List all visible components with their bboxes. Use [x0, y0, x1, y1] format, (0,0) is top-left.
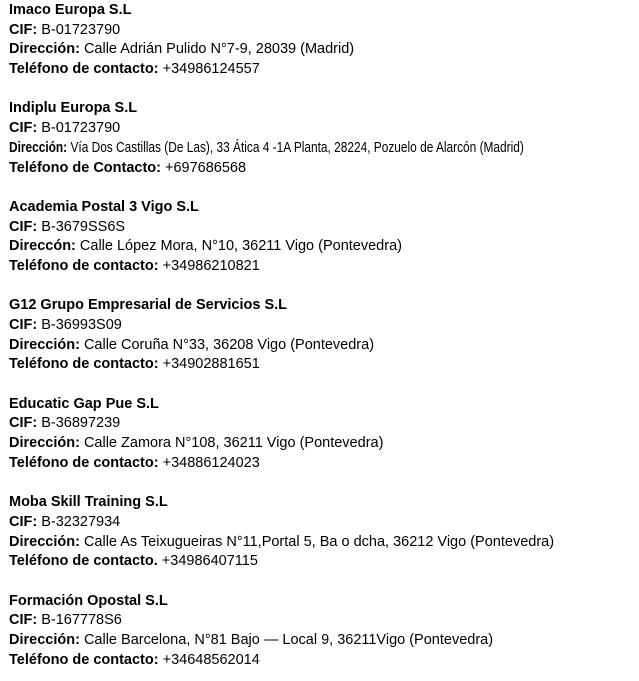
company-name: Formación Opostal S.L — [9, 592, 168, 609]
cif-line — [9, 119, 634, 139]
phone-label: Teléfono de contacto: — [9, 651, 159, 668]
spacer — [9, 375, 634, 395]
cif-label: CIF: — [9, 415, 38, 432]
phone-label: Teléfono de contacto. — [9, 553, 158, 570]
spacer — [9, 277, 634, 297]
phone-value: +34902881651 — [158, 356, 260, 373]
cif-label: CIF: — [9, 612, 38, 629]
address-label: Dirección: — [9, 336, 80, 353]
cif-value: B-36897239 — [37, 415, 121, 432]
cif-line — [9, 218, 634, 238]
phone-label: Teléfono de contacto: — [9, 454, 159, 471]
cif-value: B-36993S09 — [37, 317, 122, 333]
address-value: Calle As Teixugueiras N°11,Portal 5, Ba o dcha, 36212 Vigo (Pontevedra) — [79, 533, 555, 550]
cif-label: CIF: — [9, 21, 38, 38]
company-name: Moba Skill Training S.L — [9, 494, 168, 511]
phone-value: +34986210821 — [158, 257, 260, 274]
address-value: Calle Zamora N°108, 36211 Vigo (Pontevedra) — [79, 435, 384, 452]
address-label: Dirección: — [9, 533, 80, 550]
phone-line — [9, 454, 634, 474]
phone-value: +34986124557 — [158, 61, 260, 78]
company-entry-imaco — [9, 1, 634, 80]
phone-label: Teléfono de contacto: — [9, 61, 159, 78]
address-label: Dirección: — [9, 139, 68, 156]
address-line — [9, 434, 634, 454]
company-name: Educatic Gap Pue S.L — [9, 395, 159, 412]
address-line — [9, 533, 634, 553]
phone-line — [9, 257, 634, 277]
cif-label: CIF: — [9, 513, 38, 530]
company-list — [9, 1, 634, 670]
spacer — [9, 178, 634, 198]
cif-value: B-167778S6 — [37, 612, 122, 629]
address-line — [9, 237, 634, 257]
cif-line — [9, 611, 634, 631]
address-line — [9, 139, 634, 159]
address-label: Dirección: — [9, 41, 80, 58]
address-value: Calle Adrián Pulido N°7-9, 28039 (Madrid) — [79, 41, 355, 58]
phone-label: Teléfono de Contacto: — [9, 159, 161, 176]
address-label: Direccón: — [9, 238, 76, 255]
address-label: Dirección: — [9, 632, 80, 648]
address-label: Dirección: — [9, 435, 80, 452]
address-value: Calle Coruña N°33, 36208 Vigo (Pontevedra) — [79, 336, 375, 353]
company-name: Imaco Europa S.L — [9, 2, 132, 18]
company-entry-indiplu — [9, 99, 634, 178]
cif-value: B-01723790 — [37, 120, 121, 137]
address-line — [9, 336, 634, 356]
cif-line — [9, 316, 634, 336]
spacer — [9, 572, 634, 592]
phone-value: +34886124023 — [158, 454, 260, 471]
company-entry-formacion-opostal — [9, 592, 634, 671]
company-name: G12 Grupo Empresarial de Servicios S.L — [9, 297, 288, 314]
address-value: Calle Barcelona, N°81 Bajo — Local 9, 36211Vigo (Pontevedra) — [79, 632, 494, 648]
cif-label: CIF: — [9, 120, 38, 137]
address-value: Calle López Mora, N°10, 36211 Vigo (Pontevedra) — [75, 238, 402, 255]
cif-value: B-3679SS6S — [37, 218, 126, 235]
company-name: Academia Postal 3 Vigo S.L — [9, 198, 199, 215]
phone-value: +697686568 — [160, 159, 247, 176]
company-entry-g12 — [9, 296, 634, 375]
address-line — [9, 631, 634, 651]
address-condensed — [9, 139, 524, 159]
company-entry-educatic — [9, 395, 634, 474]
phone-label: Teléfono de contacto: — [9, 257, 159, 274]
cif-line — [9, 513, 634, 533]
address-line — [9, 40, 634, 60]
phone-line — [9, 355, 634, 375]
company-entry-academia-postal — [9, 198, 634, 277]
phone-value: +34648562014 — [158, 651, 260, 668]
phone-line — [9, 651, 634, 671]
cif-value: B-01723790 — [37, 21, 121, 38]
address-value: Vía Dos Castillas (De Las), 33 Ática 4 -1A Planta, 28224, Pozuelo de Alarcón (Madrid) — [67, 139, 524, 156]
phone-label: Teléfono de contacto: — [9, 356, 159, 373]
cif-label: CIF: — [9, 317, 38, 333]
company-entry-moba — [9, 493, 634, 572]
company-name: Indiplu Europa S.L — [9, 100, 138, 117]
phone-line — [9, 159, 634, 179]
cif-label: CIF: — [9, 218, 38, 235]
cif-line — [9, 414, 634, 434]
spacer — [9, 474, 634, 494]
phone-line — [9, 552, 634, 572]
cif-line — [9, 21, 634, 41]
cif-value: B-32327934 — [37, 513, 121, 530]
spacer — [9, 80, 634, 100]
phone-value: +34986407115 — [157, 553, 258, 570]
phone-line — [9, 60, 634, 80]
